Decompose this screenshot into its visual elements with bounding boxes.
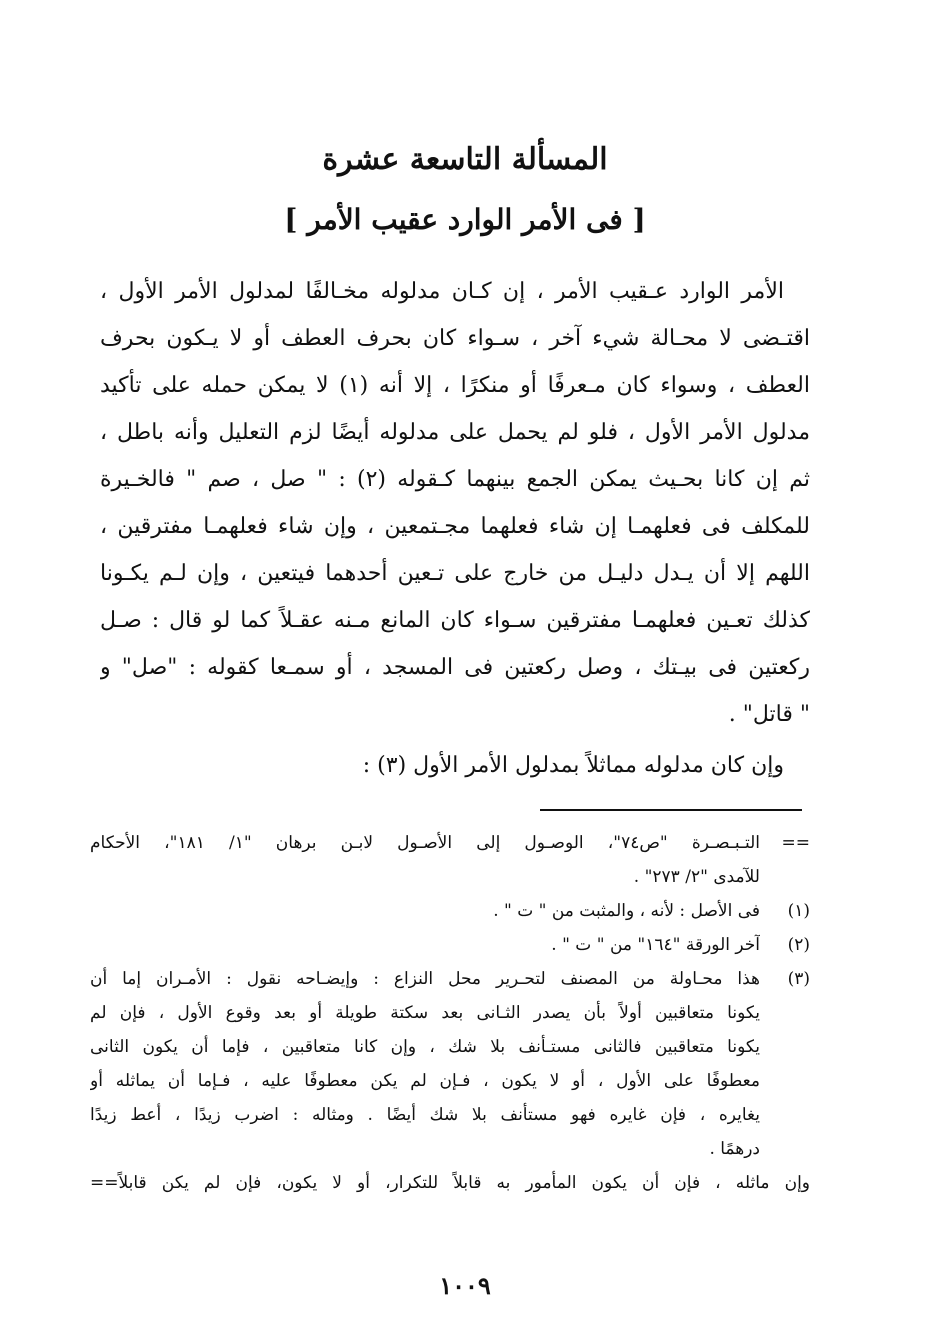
footnote-line: التـبـصـرة "ص٧٤"، الوصـول إلى الأصـول لابـن برهان "١/ ١٨١"، الأحكام	[90, 833, 760, 853]
footnote-line: للآمدى "٢/ ٢٧٣" .	[633, 867, 760, 887]
footnote-continuation	[90, 826, 810, 894]
paragraph-line: " قاتل" .	[728, 702, 810, 727]
footnote-line: يكونا متعاقبين أولاً بأن يصدر الثـانى بعد سكتة طويلة أو بعد وقوع الأول ، فإن لم	[90, 1003, 760, 1023]
footnote-line: درهمًا .	[709, 1139, 760, 1159]
footnote-line: آخر الورقة "١٦٤" من " ت " .	[551, 935, 760, 955]
second-paragraph	[100, 742, 810, 789]
footnote-separator	[540, 809, 802, 811]
page-number: ١٠٠٩	[439, 1271, 491, 1300]
paragraph-line: العطف ، وسواء كان مـعرفًا أو منكرًا ، إلا أنه (١) لا يمكن حمله على تأكيد	[100, 373, 810, 398]
footnote-line: هذا محـاولة من المصنف لتحـرير محل النزاع : وإيضـاحه نقول : الأمـران إما أن	[90, 969, 760, 989]
footnotes	[90, 826, 810, 1200]
footnote-final-row	[90, 1166, 810, 1200]
paragraph-line: ركعتين فى بيـتك ، وصل ركعتين فى المسجد ، أو سمـعا كقوله : "صل" و	[100, 655, 810, 680]
paragraph-line: اقتـضى لا محـالة شيء آخر ، سـواء كان بحرف العطف أو لا يـكون بحرف	[100, 326, 810, 351]
paragraph-line: للمكلف فى فعلهمـا إن شاء فعلهما مجـتمعين ، وإن شاء فعلهمـا مفترقين ،	[100, 514, 810, 539]
footnote-line: يكونا متعاقبين فالثانى مستـأنف بلا شك ، وإن كانا متعاقبين ، فإما أن يكون الثانى	[90, 1037, 760, 1057]
paragraph-line: اللهم إلا أن يـدل دليـل من خارج على تـعين أحدهما فيتعين ، وإن لـم يكـونا	[100, 561, 810, 586]
main-paragraph	[100, 268, 810, 738]
footnote-marker: ==	[781, 833, 810, 853]
section-title: المسألة التاسعة عشرة	[322, 142, 608, 177]
paragraph-line: مدلول الأمر الأول ، فلو لم يحمل على مدلوله أيضًا لزم التعليل وأنه باطل ،	[100, 420, 810, 445]
paragraph-line: ثم إن كانا بحـيث يمكن الجمع بينهما كـقوله (٢) : " صل ، صم " فالخـيرة	[100, 467, 810, 492]
footnote-1	[90, 894, 810, 928]
footnote-3	[90, 962, 810, 1166]
section-subtitle: [ فى الأمر الوارد عقيب الأمر ]	[284, 203, 646, 236]
footnote-line: معطوفًا على الأول ، أو لا يكون ، فـإن لم يكن معطوفًا عليه ، فـإما أن يماثله أو	[90, 1071, 760, 1091]
footnote-final-line: وإن ماثله ، فإن أن يكون المأمور به قابلاً للتكرار، أو لا يكون، فإن لم يكن قابلاً==	[90, 1173, 810, 1193]
footnote-line: يغايره ، فإن غايره فهو مستأنف بلا شك أيضًا . ومثاله : اضرب زيدًا ، أعط زيدًا	[90, 1105, 760, 1125]
footnote-line: فى الأصل : لأنه ، والمثبت من " ت " .	[493, 901, 760, 921]
footnote-marker: (٣)	[787, 969, 810, 989]
footnote-2	[90, 928, 810, 962]
footnote-marker: (٢)	[787, 935, 810, 955]
paragraph-line: وإن كان مدلوله مماثلاً بمدلول الأمر الأول (٣) :	[362, 753, 784, 778]
footnote-marker: (١)	[787, 901, 810, 921]
paragraph-line: الأمر الوارد عـقيب الأمر ، إن كـان مدلوله مخـالفًا لمدلول الأمر الأول ،	[100, 279, 784, 304]
paragraph-line: كذلك تعـين فعلهمـا مفترقين سـواء كان المانع مـنه عقـلاً كما لو قال : صـل	[100, 608, 810, 633]
